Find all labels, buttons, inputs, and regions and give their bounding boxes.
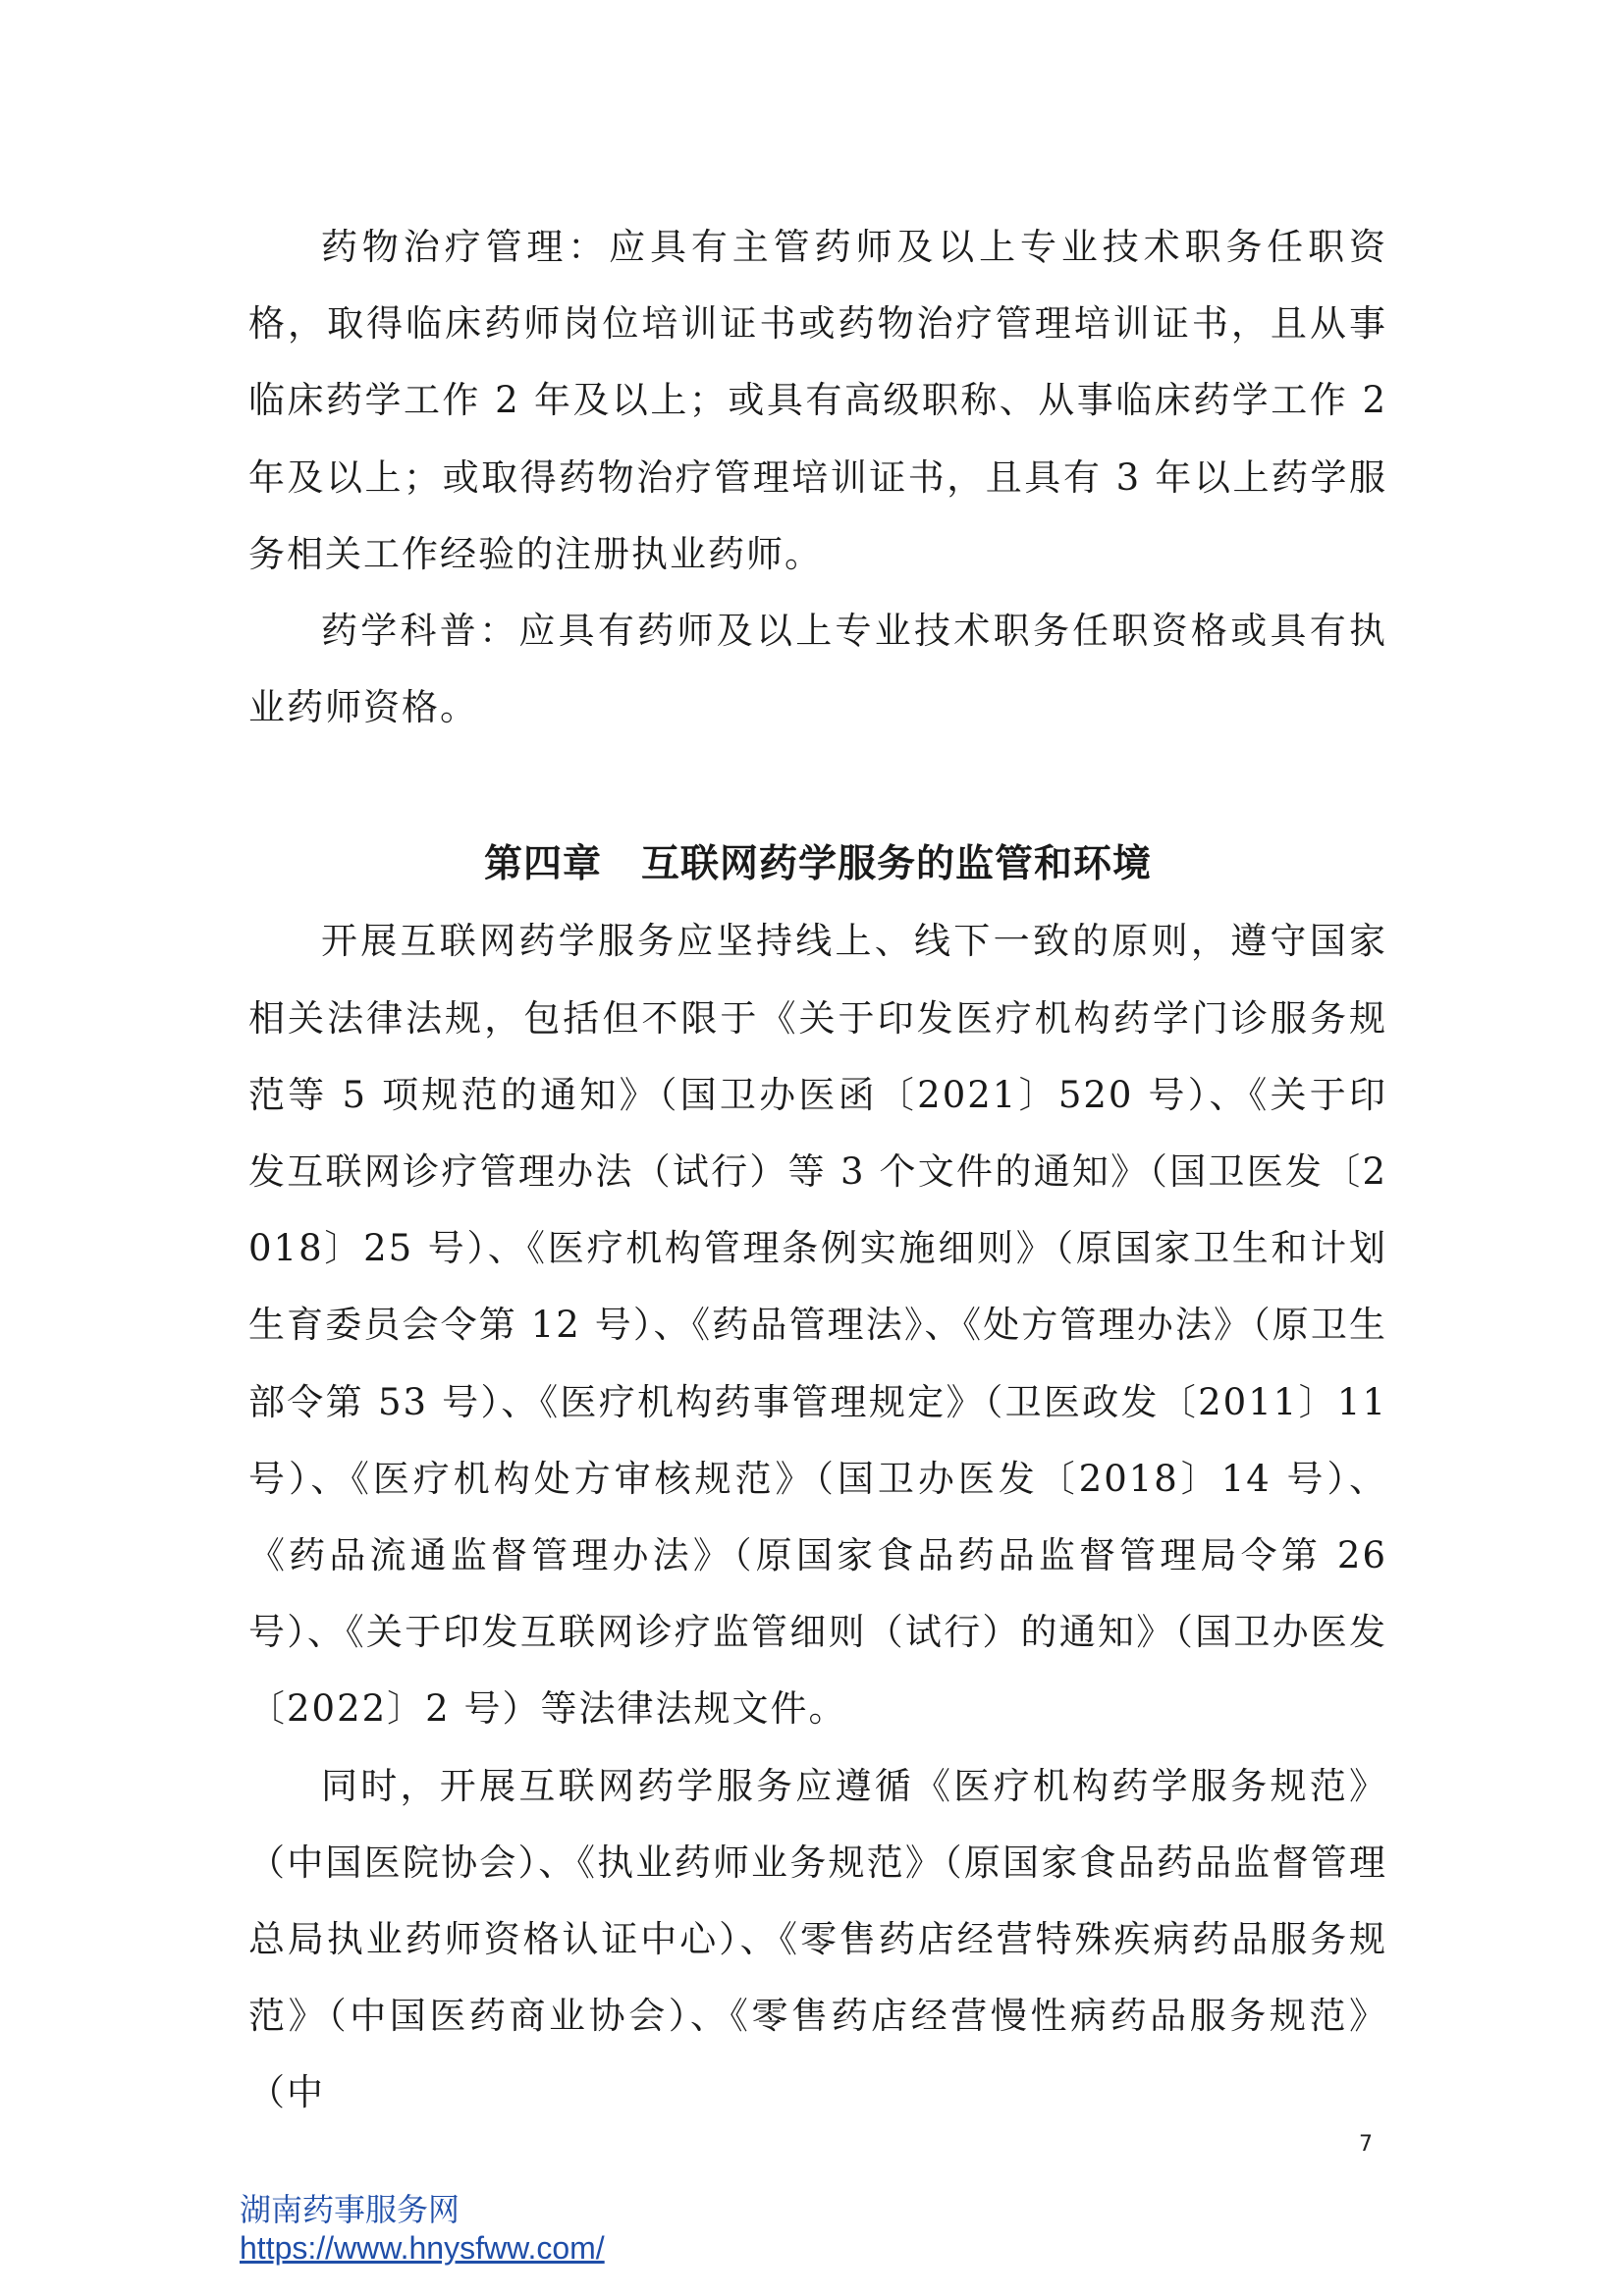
page-number: 7 <box>1359 2132 1373 2157</box>
paragraph-regulations: 开展互联网药学服务应坚持线上、线下一致的原则，遵守国家相关法律法规，包括但不限于《关于印发医疗机构药学门诊服务规范等 5 项规范的通知》（国卫办医函〔2021〕520 号）、《关于印发互联网诊疗管理办法（试行）等 3 个文件的通知》（国卫医发〔2018〕25 号）、《医疗机构管理条例实施细则》（原国家卫生和计划生育委员会令第 12 号）、《药品管理法》、《处方管理办法》（原卫生部令第 53 号）、《医疗机构药事管理规定》（卫医政发〔2011〕11 号）、《医疗机构处方审核规范》（国卫办医发〔2018〕14 号）、《药品流通监督管理办法》（原国家食品药品监督管理局令第 26 号）、《关于印发互联网诊疗监管细则（试行）的通知》（国卫办医发〔2022〕2 号）等法律法规文件。 <box>248 920 1387 1731</box>
footer-site-name: 湖南药事服务网 <box>240 2191 460 2228</box>
section-spacer <box>248 746 1387 827</box>
paragraph-science-popularization: 药学科普：应具有药师及以上专业技术职务任职资格或具有执业药师资格。 <box>248 610 1387 729</box>
chapter-heading: 第四章 互联网药学服务的监管和环境 <box>483 842 1152 887</box>
paragraph-mtm-qualification: 药物治疗管理：应具有主管药师及以上专业技术职务任职资格，取得临床药师岗位培训证书或药物治疗管理培训证书，且从事临床药学工作 2 年及以上；或具有高级职称、从事临床药学工作 2 年及以上；或取得药物治疗管理培训证书，且具有 3 年以上药学服务相关工作经验的注册执业药师。 <box>248 226 1387 575</box>
footer-site-link[interactable]: https://www.hnysfww.com/ <box>240 2230 605 2266</box>
page-content <box>248 209 1387 2132</box>
paragraph-standards: 同时，开展互联网药学服务应遵循《医疗机构药学服务规范》（中国医院协会）、《执业药师业务规范》（原国家食品药品监督管理总局执业药师资格认证中心）、《零售药店经营特殊疾病药品服务规范》（中国医药商业协会）、《零售药店经营慢性病药品服务规范》（中 <box>248 1764 1387 2114</box>
